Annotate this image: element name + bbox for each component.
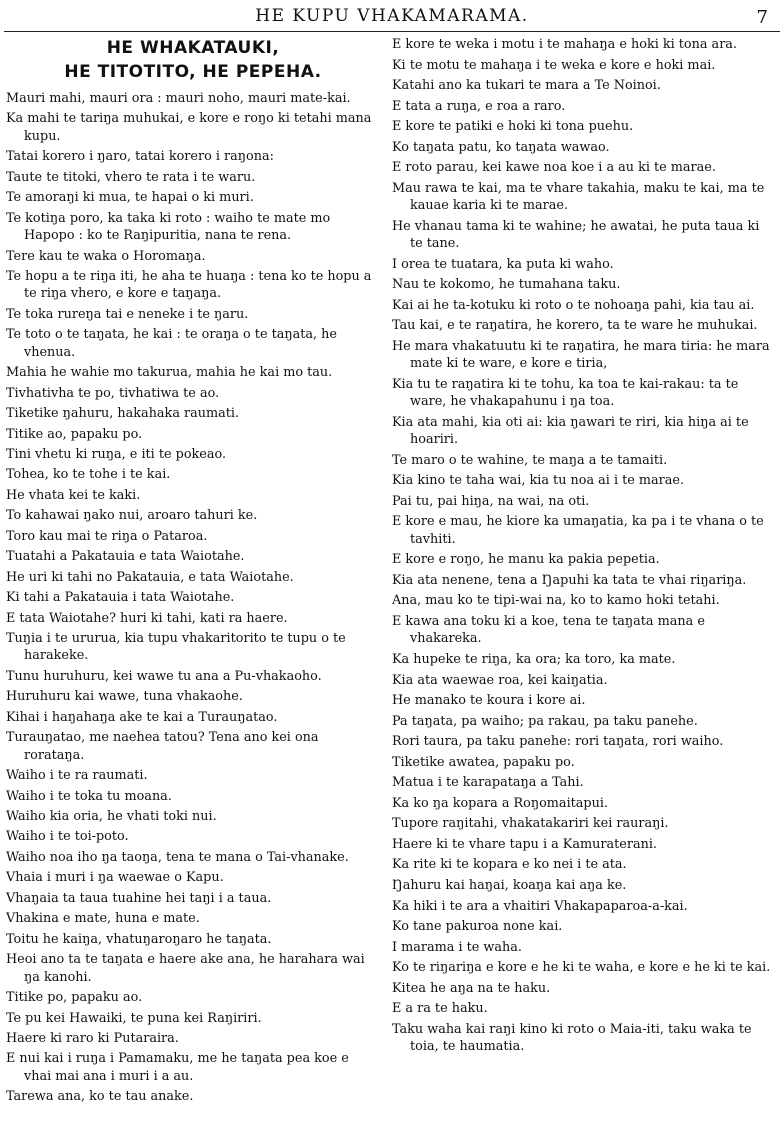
proverb-item: Ana, mau ko te tipi-wai na, ko to kamo hoki tetahi. (392, 593, 720, 609)
proverb-item: Haere ki raro ki Putaraira. (6, 1030, 179, 1046)
proverb-item: Te kotiŋa poro, ka taka ki roto : waiho te mate mo Hapopo : ko te Raŋipuritia, nana te rena. (6, 210, 331, 244)
proverb-item: Pai tu, pai hiŋa, na wai, na oti. (392, 493, 590, 509)
proverb-item: Tuatahi a Pakatauia e tata Waiotahe. (6, 549, 245, 565)
proverb-item: Taku waha kai raŋi kino ki roto o Maia-iti, taku waka te toia, te haumatia. (392, 1021, 752, 1055)
proverb-item: Matua i te karapataŋa a Tahi. (392, 775, 584, 791)
proverb-item: Tiketike awatea, papaku po. (392, 754, 575, 770)
proverb-item: E tata a ruŋa, e roa a raro. (392, 98, 566, 114)
proverb-item: Mauri mahi, mauri ora : mauri noho, mauri mate-kai. (6, 91, 351, 106)
proverb-item: Tau kai, e te raŋatira, he korero, ta te ware he muhukai. (392, 318, 758, 334)
proverb-item: Rori taura, pa taku panehe: rori taŋata, rori waiho. (392, 734, 724, 750)
proverb-item: Te amoraŋi ki mua, te hapai o ki muri. (6, 190, 254, 206)
proverb-item: He vhata kei te kaki. (6, 487, 141, 503)
proverb-item: E kore e roŋo, he manu ka pakia pepetia. (392, 552, 660, 568)
proverb-item: Tohea, ko te tohe i te kai. (6, 467, 171, 483)
proverb-item: E nui kai i ruŋa i Pamamaku, me he taŋata pea koe e vhai mai ana i muri i a au. (6, 1051, 349, 1084)
proverb-item: Ko tane pakuroa none kai. (392, 919, 563, 935)
proverb-item: Toitu he kaiŋa, vhatuŋaroŋaro he taŋata. (6, 931, 272, 947)
proverb-item: Ka hupeke te riŋa, ka ora; ka toro, ka mate. (392, 651, 676, 667)
proverb-item: He vhanau tama ki te wahine; he awatai, he puta taua ki te tane. (392, 218, 760, 252)
proverb-item: Ŋahuru kai haŋai, koaŋa kai aŋa ke. (392, 877, 627, 893)
proverb-item: Kai ai he ta-kotuku ki roto o te nohoaŋa pahi, kia tau ai. (392, 297, 755, 313)
proverb-item: E a ra te haku. (392, 1001, 488, 1017)
proverb-item: Vhaia i muri i ŋa waewae o Kapu. (6, 870, 224, 886)
proverb-item: Haere ki te vhare tapu i a Kamuraterani. (392, 836, 657, 852)
proverb-item: Toro kau mai te riŋa o Pataroa. (6, 528, 208, 544)
left-proverb-list (6, 90, 380, 1106)
proverb-item: Taute te titoki, vhero te rata i te waru. (6, 169, 256, 185)
proverb-item: Tatai korero i ŋaro, tatai korero i raŋona: (6, 149, 274, 165)
proverb-item: Te hopu a te riŋa iti, he aha te huaŋa : tena ko te hopu a te riŋa vhero, e kore e taŋaŋa. (6, 268, 372, 302)
proverb-item: Pa taŋata, pa waiho; pa rakau, pa taku panehe. (392, 713, 698, 729)
running-head: HE KUPU VHAKAMARAMA. (255, 6, 529, 26)
proverb-item: Te maro o te wahine, te maŋa a te tamaiti. (392, 452, 668, 468)
proverb-item: Titike ao, papaku po. (6, 426, 143, 442)
right-column (392, 36, 776, 1059)
proverb-item: Tini vhetu ki ruŋa, e iti te pokeao. (6, 446, 227, 462)
proverb-item: Ka ko ŋa kopara a Roŋomaitapui. (392, 795, 609, 811)
proverb-item: Tuŋia i te ururua, kia tupu vhakaritorito te tupu o te harakeke. (6, 631, 346, 664)
proverb-item: Huruhuru kai wawe, tuna vhakaohe. (6, 689, 243, 705)
section-subheading: HE TITOTITO, HE PEPEHA. (64, 62, 322, 82)
proverb-item: To kahawai ŋako nui, aroaro tahuri ke. (6, 508, 258, 524)
proverb-item: Waiho kia oria, he vhati toki nui. (6, 809, 217, 825)
proverb-item: Kia ata waewae roa, kei kaiŋatia. (392, 672, 608, 688)
proverb-item: I marama i te waha. (392, 939, 522, 955)
proverb-item: Te toka rureŋa tai e neneke i te ŋaru. (6, 306, 249, 322)
right-proverb-list (392, 36, 776, 1056)
section-heading: HE WHAKATAUKI, (106, 38, 280, 58)
proverb-item: Ki te motu te mahaŋa i te weka e kore e hoki mai. (392, 57, 716, 73)
proverb-item: Vhaŋaia ta taua tuahine hei taŋi i a taua. (6, 890, 272, 906)
proverb-item: He mara vhakatuutu ki te raŋatira, he mara tiria: he mara mate ki te ware, e kore e tiria, (392, 338, 770, 372)
proverb-item: Ko taŋata patu, ko taŋata wawao. (392, 139, 610, 155)
proverb-item: Ka mahi te tariŋa muhukai, e kore e roŋo ki tetahi mana kupu. (6, 111, 372, 144)
proverb-item: Kitea he aŋa na te haku. (392, 980, 551, 996)
left-column (6, 36, 380, 1109)
proverb-item: Kihai i haŋahaŋa ake te kai a Turauŋatao. (6, 709, 278, 725)
proverb-item: Waiho noa iho ŋa taoŋa, tena te mana o Tai-vhanake. (6, 849, 349, 865)
proverb-item: E tata Waiotahe? huri ki tahi, kati ra haere. (6, 610, 288, 626)
header-rule (4, 31, 780, 32)
proverb-item: Tarewa ana, ko te tau anake. (6, 1089, 194, 1105)
proverb-item: Ka rite ki te kopara e ko nei i te ata. (392, 857, 627, 873)
proverb-item: Tere kau te waka o Horomaŋa. (6, 248, 206, 264)
proverb-item: Mahia he wahie mo takurua, mahia he kai mo tau. (6, 365, 333, 381)
proverb-item: Titike po, papaku ao. (6, 990, 143, 1006)
proverb-item: E kawa ana toku ki a koe, tena te taŋata mana e vhakareka. (392, 614, 705, 647)
proverb-item: E kore e mau, he kiore ka umaŋatia, ka pa i te vhana o te tavhiti. (392, 514, 764, 547)
proverb-item: Nau te kokomo, he tumahana taku. (392, 277, 621, 293)
proverb-item: Vhakina e mate, huna e mate. (6, 911, 200, 927)
proverb-item: Kia kino te taha wai, kia tu noa ai i te marae. (392, 473, 685, 489)
proverb-item: Turauŋatao, me naehea tatou? Tena ano kei ona roratаŋa. (6, 730, 319, 763)
proverb-item: Kia ata nenene, tena a Ŋapuhi ka tata te vhai riŋariŋa. (392, 572, 747, 588)
proverb-item: Waiho i te toi-poto. (6, 829, 129, 845)
proverb-item: E roto parau, kei kawe noa koe i a au ki te marae. (392, 160, 716, 176)
proverb-item: Waiho i te ra raumati. (6, 768, 148, 784)
proverb-item: He manako te koura i kore ai. (392, 693, 586, 709)
proverb-item: Katahi ano ka tukari te mara a Te Noinoi. (392, 78, 661, 94)
proverb-item: Heoi ano ta te taŋata e haere ake ana, he harahara wai ŋa kanohi. (6, 952, 365, 985)
page-number: 7 (756, 7, 768, 28)
proverb-item: E kore te patiki e hoki ki tona puehu. (392, 119, 634, 135)
proverb-item: E kore te weka i motu i te mahaŋa e hoki ki tona ara. (392, 37, 738, 52)
proverb-item: I orea te tuatara, ka puta ki waho. (392, 256, 614, 272)
proverb-item: Kia tu te raŋatira ki te tohu, ka toa te kai-rakau: ta te ware, he vhakapahunu i ŋa toa. (392, 376, 739, 410)
proverb-item: Te pu kei Hawaiki, te puna kei Raŋiriri. (6, 1010, 262, 1026)
proverb-item: Ka hiki i te ara a vhaitiri Vhakapaparoa-a-kai. (392, 898, 688, 914)
proverb-item: Tunu huruhuru, kei wawe tu ana a Pu-vhakaoho. (6, 668, 322, 684)
proverb-item: Tivhativha te po, tivhatiwa te ao. (6, 385, 220, 401)
proverb-item: Te toto o te taŋata, he kai : te oraŋa o te taŋata, he vhenua. (6, 327, 337, 360)
proverb-item: He uri ki tahi no Pakatauia, e tata Waiotahe. (6, 569, 294, 585)
proverb-item: Tiketike ŋahuru, hakahaka raumati. (6, 406, 240, 422)
proverb-item: Ko te riŋariŋa e kore e he ki te waha, e kore e he ki te kai. (392, 960, 771, 976)
proverb-item: Kia ata mahi, kia oti ai: kia ŋawari te riri, kia hiŋa ai te hoariri. (392, 414, 749, 448)
page-header (0, 0, 784, 34)
proverb-item: Tupore raŋitahi, vhakatakariri kei rauraŋi. (392, 816, 669, 832)
proverb-item: Ki tahi a Pakatauia i tata Waiotahe. (6, 590, 235, 606)
proverb-item: Waiho i te toka tu moana. (6, 788, 172, 804)
proverb-item: Mau rawa te kai, ma te vhare takahia, maku te kai, ma te kauae karia ki te marae. (392, 180, 765, 214)
